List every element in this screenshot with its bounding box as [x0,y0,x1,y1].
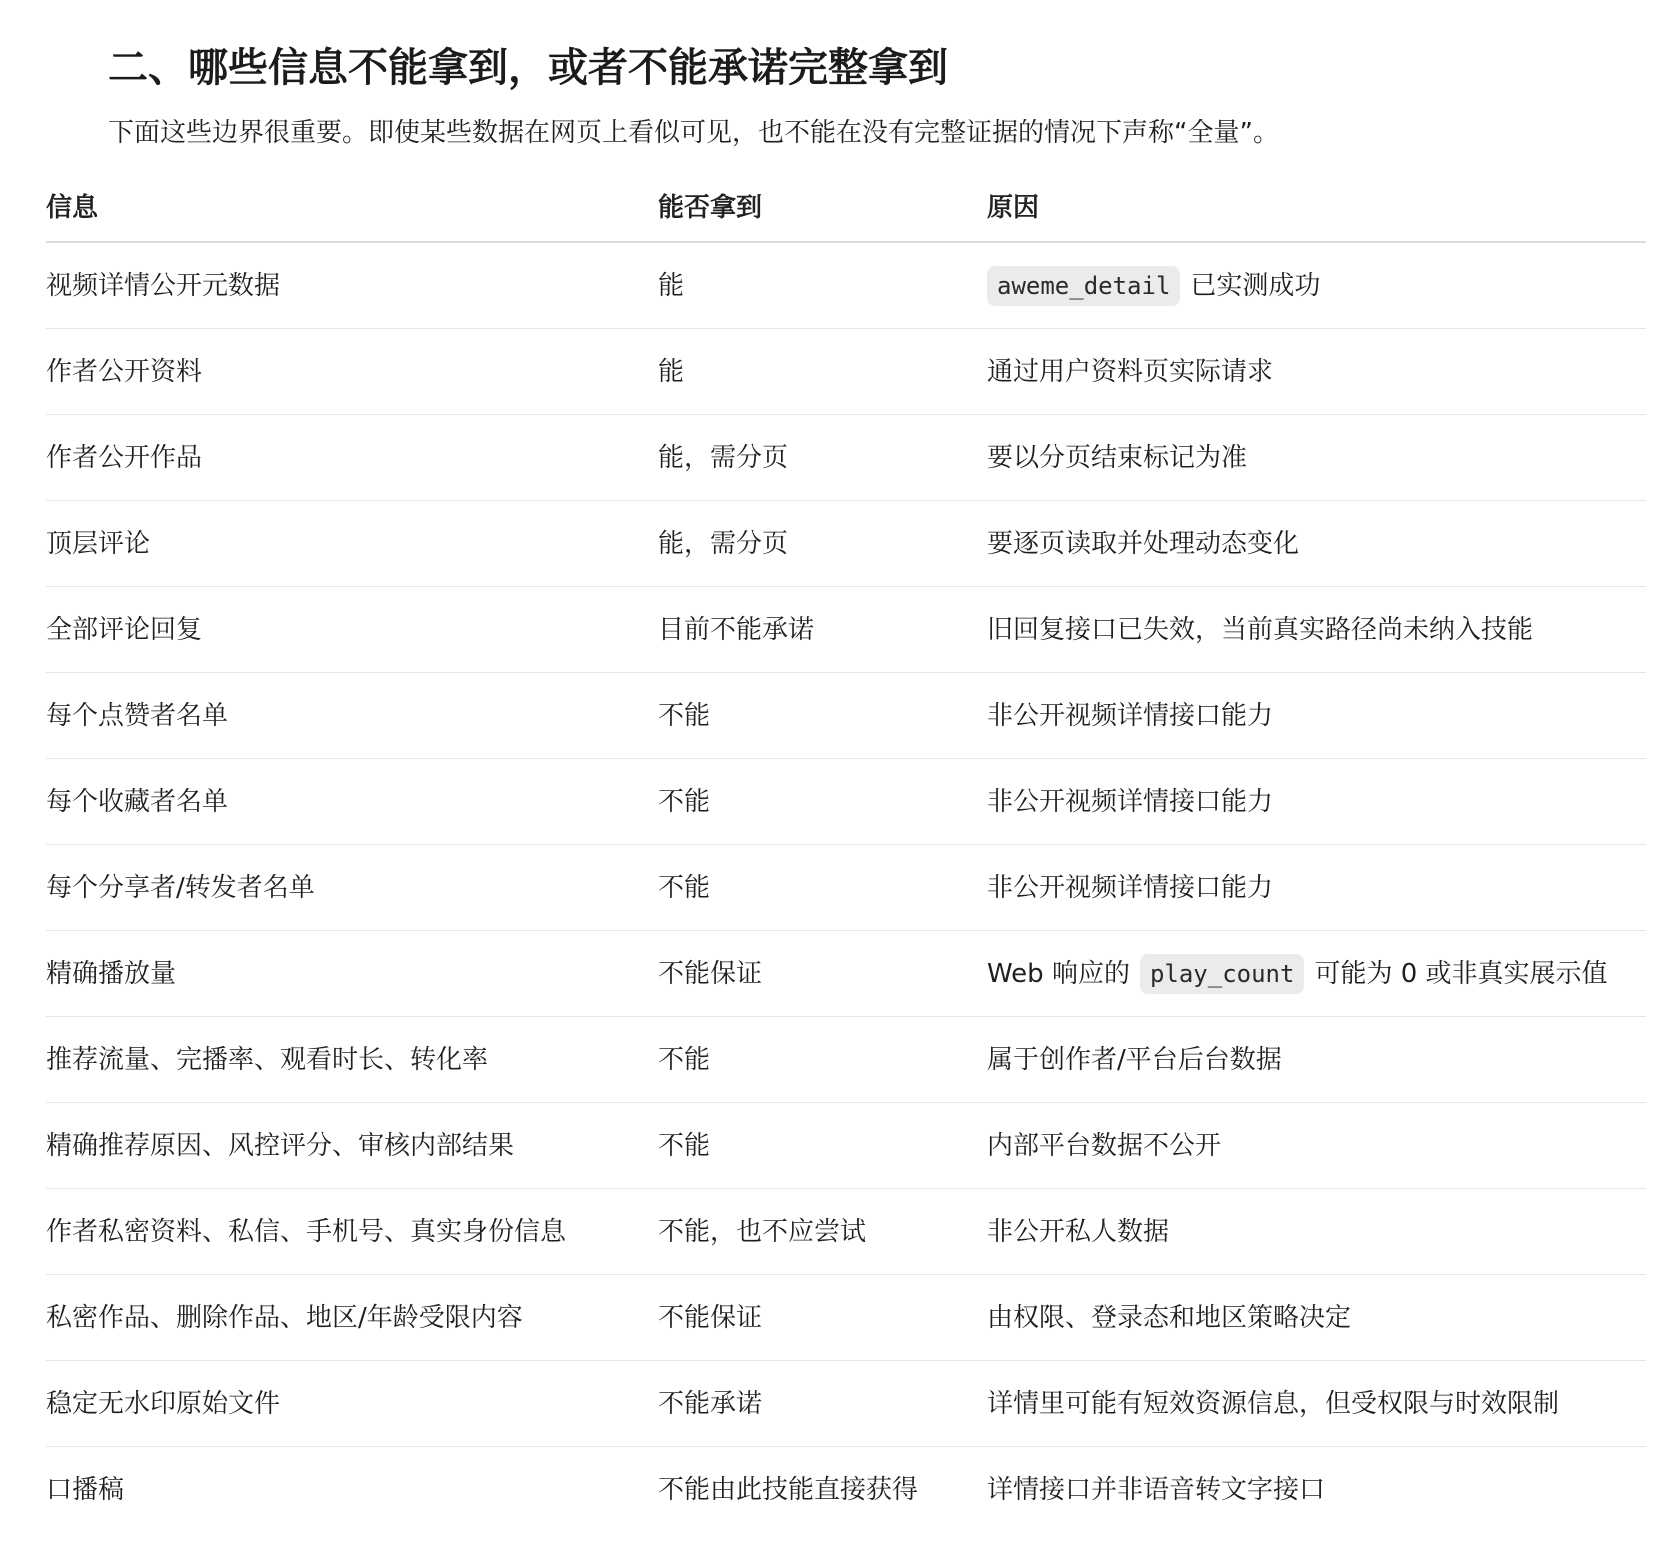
table-row [46,1447,1646,1533]
table-row [46,501,1646,587]
status-cell: 能 [658,270,685,301]
reason-cell: 非公开视频详情接口能力 [987,700,1274,731]
capability-table [46,175,1646,1533]
inline-code: aweme_detail [987,266,1180,306]
status-cell: 不能由此技能直接获得 [658,1475,919,1505]
info-cell: 顶层评论 [46,528,151,559]
reason-cell: 通过用户资料页实际请求 [987,356,1274,387]
status-cell: 不能承诺 [658,1388,763,1419]
reason-cell: 非公开视频详情接口能力 [987,786,1274,817]
info-cell: 口播稿 [46,1475,125,1505]
table-row [46,415,1646,501]
status-cell: 不能，也不应尝试 [658,1216,867,1247]
info-cell: 视频详情公开元数据 [46,270,281,301]
reason-cell: 属于创作者/平台后台数据 [987,1044,1282,1075]
header-reason: 原因 [987,193,1040,223]
reason-cell: 非公开私人数据 [987,1216,1170,1247]
table-row [46,587,1646,673]
table-row [46,673,1646,759]
reason-text: 已实测成功 [1190,270,1321,301]
info-cell: 推荐流量、完播率、观看时长、转化率 [46,1044,489,1075]
reason-cell [987,266,1646,306]
status-cell: 能，需分页 [658,442,789,473]
status-cell: 目前不能承诺 [658,614,815,645]
info-cell: 精确播放量 [46,958,177,989]
info-cell: 全部评论回复 [46,614,203,645]
status-cell: 不能 [658,1130,711,1161]
reason-cell: 详情里可能有短效资源信息，但受权限与时效限制 [987,1388,1560,1419]
reason-cell: 内部平台数据不公开 [987,1130,1222,1161]
status-cell: 能 [658,356,685,387]
table-header-row [46,175,1646,243]
info-cell: 作者公开作品 [46,442,203,473]
section-heading: 二、哪些信息不能拿到，或者不能承诺完整拿到 [108,45,948,91]
reason-cell: 要以分页结束标记为准 [987,442,1248,473]
reason-text: Web 响应的 [987,958,1130,989]
reason-cell: 要逐页读取并处理动态变化 [987,528,1300,559]
table-row [46,931,1646,1017]
table-row [46,1189,1646,1275]
status-cell: 不能 [658,700,711,731]
reason-cell: 详情接口并非语音转文字接口 [987,1475,1326,1505]
status-cell: 不能 [658,1044,711,1075]
status-cell: 不能保证 [658,1302,763,1333]
info-cell: 作者公开资料 [46,356,203,387]
info-cell: 每个收藏者名单 [46,786,229,817]
table-row [46,1361,1646,1447]
header-availability: 能否拿到 [658,193,763,223]
info-cell: 私密作品、删除作品、地区/年龄受限内容 [46,1302,523,1333]
info-cell: 每个分享者/转发者名单 [46,872,315,903]
status-cell: 不能 [658,872,711,903]
table-row [46,243,1646,329]
table-row [46,1103,1646,1189]
reason-cell: 旧回复接口已失效，当前真实路径尚未纳入技能 [987,614,1534,645]
reason-cell [987,954,1646,994]
table-row [46,759,1646,845]
reason-text: 可能为 0 或非真实展示值 [1314,958,1608,989]
table-row [46,1017,1646,1103]
status-cell: 能，需分页 [658,528,789,559]
reason-cell: 由权限、登录态和地区策略决定 [987,1302,1352,1333]
info-cell: 稳定无水印原始文件 [46,1388,281,1419]
info-cell: 精确推荐原因、风控评分、审核内部结果 [46,1130,515,1161]
info-cell: 作者私密资料、私信、手机号、真实身份信息 [46,1216,567,1247]
inline-code: play_count [1140,954,1305,994]
status-cell: 不能保证 [658,958,763,989]
table-row [46,329,1646,415]
reason-cell: 非公开视频详情接口能力 [987,872,1274,903]
intro-paragraph: 下面这些边界很重要。即使某些数据在网页上看似可见，也不能在没有完整证据的情况下声称“全量”。 [108,118,1279,148]
status-cell: 不能 [658,786,711,817]
info-cell: 每个点赞者名单 [46,700,229,731]
table-row [46,1275,1646,1361]
table-row [46,845,1646,931]
header-info: 信息 [46,193,99,223]
